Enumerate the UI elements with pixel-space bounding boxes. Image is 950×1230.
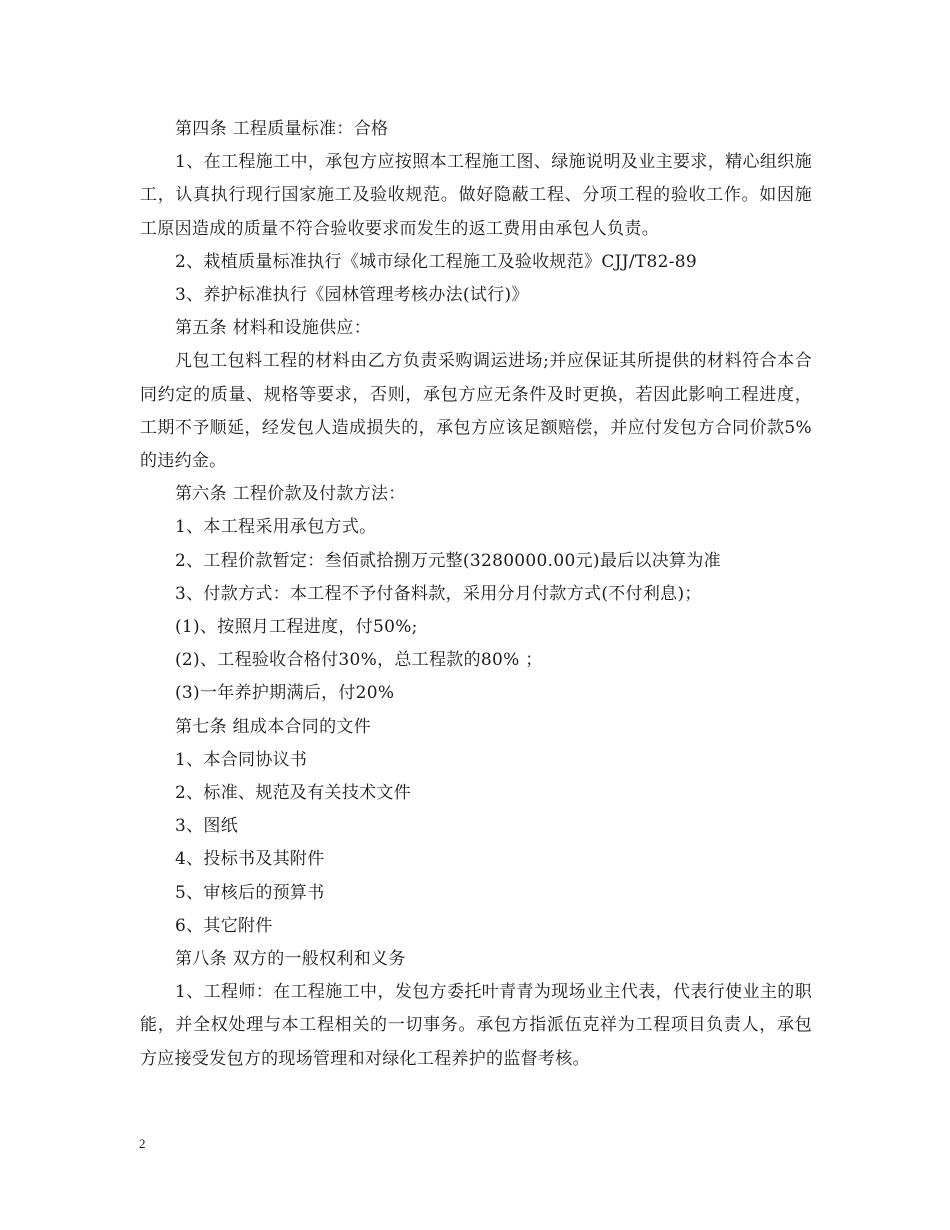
contract-document-5: 5、审核后的预算书 — [175, 882, 325, 903]
page-number: 2 — [139, 1136, 146, 1151]
article-4-clause-3: 3、养护标准执行《园林管理考核办法(试行)》 — [175, 285, 529, 306]
article-5-body: 凡包工包料工程的材料由乙方负责采购调运进场;并应保证其所提供的材料符合本合同约定的质量、规格等要求，否则，承包方应无条件及时更换，若因此影响工程进度，工期不予顺延，经发包人造成损失的，承包方应该足额赔偿，并应付发包方合同价款5%的违约金。 — [140, 351, 812, 472]
article-6-clause-2: 2、工程价款暂定：叁佰贰拾捌万元整(3280000.00元)最后以决算为准 — [175, 550, 721, 571]
article-6-clause-1: 1、本工程采用承包方式。 — [175, 517, 377, 538]
contract-document-2: 2、标准、规范及有关技术文件 — [175, 783, 412, 804]
article-6-heading: 第六条 工程价款及付款方法： — [175, 484, 406, 505]
contract-document-3: 3、图纸 — [175, 816, 239, 837]
article-5-heading: 第五条 材料和设施供应： — [175, 318, 372, 339]
article-4-clause-2: 2、栽植质量标准执行《城市绿化工程施工及验收规范》CJJ/T82-89 — [175, 251, 698, 272]
article-8-clause-1: 1、工程师：在工程施工中，发包方委托叶青青为现场业主代表，代表行使业主的职能，并全权处理与本工程相关的一切事务。承包方指派伍克祥为工程项目负责人，承包方应接受发包方的现场管理和对绿化工程养护的监督考核。 — [140, 982, 812, 1069]
article-6-clause-3: 3、付款方式：本工程不予付备料款，采用分月付款方式(不付利息)； — [175, 583, 702, 604]
article-4-clause-1: 1、在工程施工中，承包方应按照本工程施工图、绿施说明及业主要求，精心组织施工，认真执行现行国家施工及验收规范。做好隐蔽工程、分项工程的验收工作。如因施工原因造成的质量不符合验收要求而发生的返工费用由承包人负责。 — [140, 152, 812, 239]
article-4-heading: 第四条 工程质量标准：合格 — [175, 119, 389, 139]
contract-document-4: 4、投标书及其附件 — [175, 849, 325, 870]
contract-document-1: 1、本合同协议书 — [175, 749, 308, 770]
payment-item-3: (3)一年养护期满后，付20% — [175, 683, 395, 704]
article-8-heading: 第八条 双方的一般权利和义务 — [175, 949, 406, 970]
payment-item-1: (1)、按照月工程进度，付50%; — [175, 617, 418, 638]
contract-document-6: 6、其它附件 — [175, 915, 273, 936]
document-body — [140, 113, 812, 1076]
article-7-heading: 第七条 组成本合同的文件 — [175, 716, 372, 737]
payment-item-2: (2)、工程验收合格付30%，总工程款的80% ； — [175, 650, 543, 671]
